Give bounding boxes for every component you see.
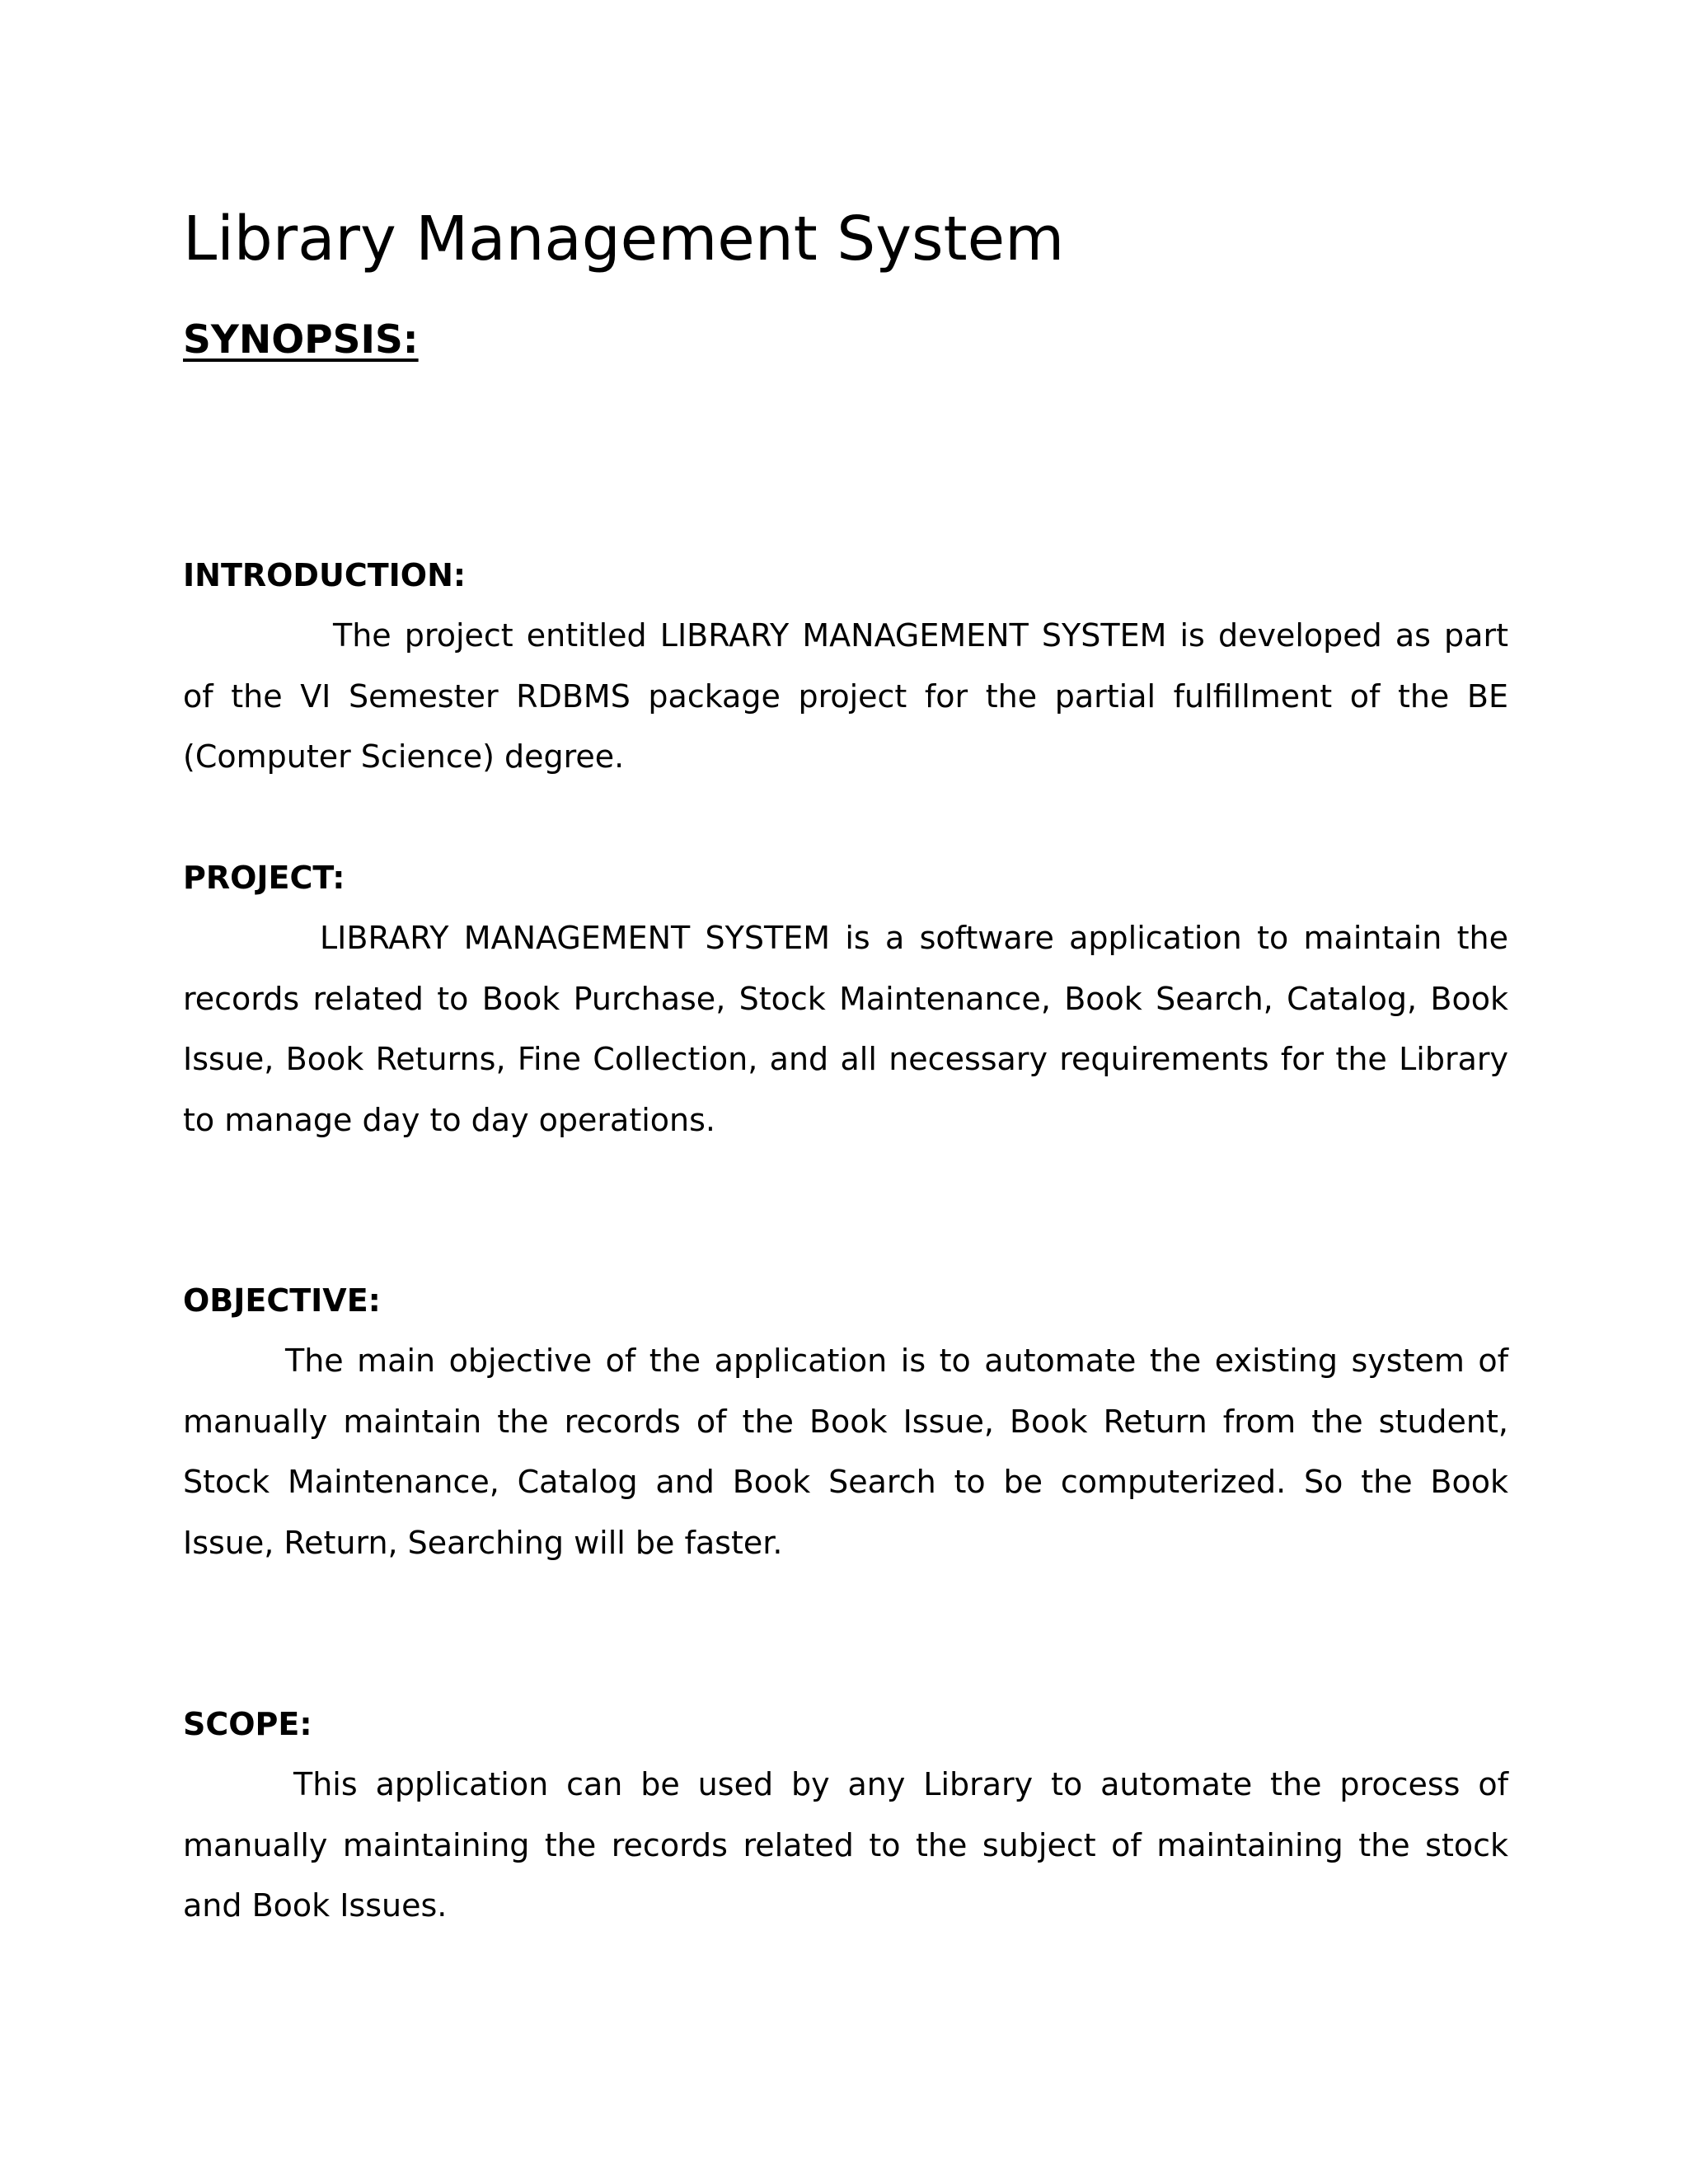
section-body: The main objective of the application is to automate the existing system of manually maintain the records of the Book Issue, Book Return from the student, Stock Maintenance, Catalog and Book Search to be computerized. So the Book Issue, Return, Searching will be faster. xyxy=(183,1343,1508,1561)
section-objective xyxy=(183,1271,1508,1573)
section-heading: PROJECT: xyxy=(183,860,345,896)
section-introduction xyxy=(183,546,1508,788)
section-project xyxy=(183,848,1508,1151)
section-heading: SCOPE: xyxy=(183,1706,312,1742)
section-body: The project entitled LIBRARY MANAGEMENT SYSTEM is developed as part of the VI Semester RDBMS package project for the partial fulfillment of the BE (Computer Science) degree. xyxy=(183,617,1508,775)
section-scope xyxy=(183,1694,1508,1937)
document-title: Library Management System xyxy=(183,204,1065,274)
section-heading: INTRODUCTION: xyxy=(183,557,467,593)
section-body: LIBRARY MANAGEMENT SYSTEM is a software application to maintain the records related to Book Purchase, Stock Maintenance, Book Search, Catalog, Book Issue, Book Returns, Fine Collection, and all necessary requirements for the Library to manage day to day operations. xyxy=(183,920,1508,1138)
section-heading: OBJECTIVE: xyxy=(183,1282,381,1319)
section-body: This application can be used by any Library to automate the process of manually maintaining the records related to the subject of maintaining the stock and Book Issues. xyxy=(183,1766,1508,1924)
document-subtitle: SYNOPSIS: xyxy=(183,317,419,363)
